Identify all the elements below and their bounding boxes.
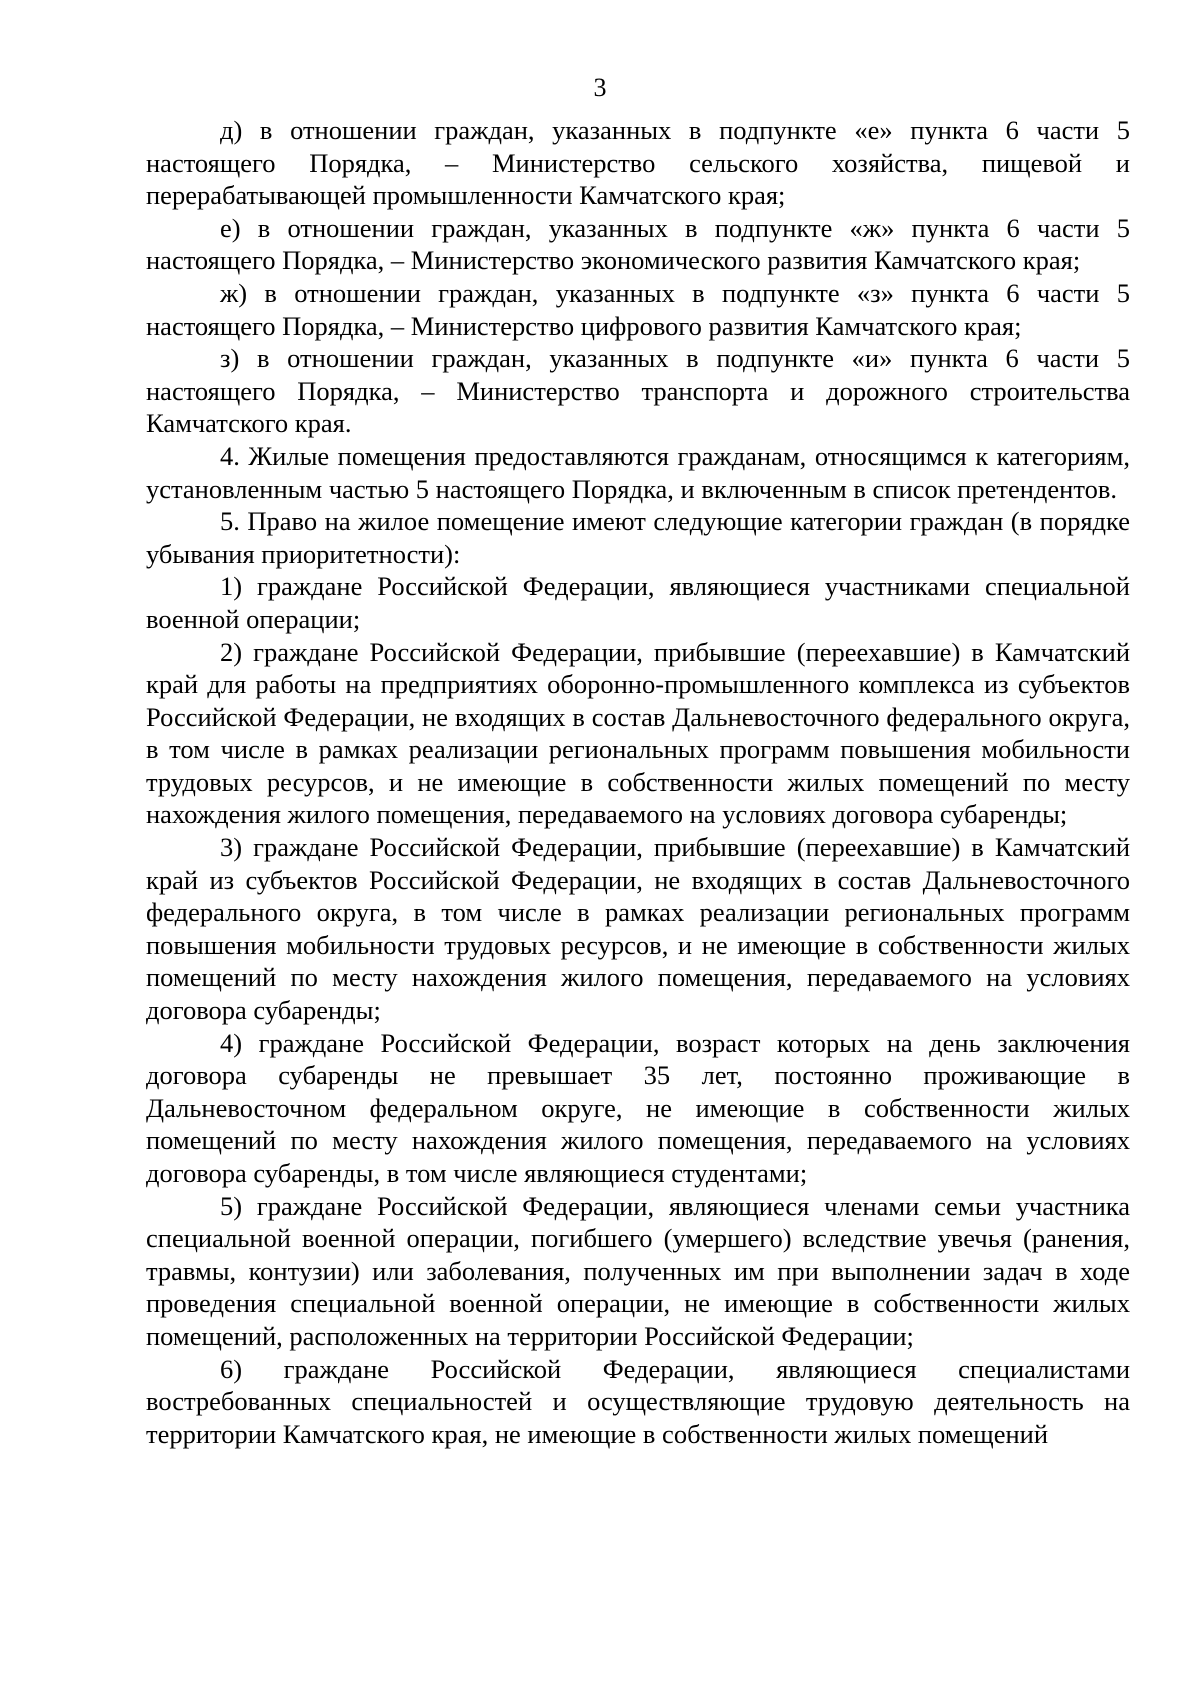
paragraph-4: 4. Жилые помещения предоставляются гражданам, относящимся к категориям, установленным частью 5 настоящего Порядка, и включенным в список претендентов. xyxy=(146,440,1130,504)
page-number: 3 xyxy=(593,73,607,102)
list-item-3: 3) граждане Российской Федерации, прибывшие (переехавшие) в Камчатский край из субъектов Российской Федерации, не входящих в состав Дальневосточного федерального округа, в том числе в рамках реализации региональных программ повышения мобильности трудовых ресурсов, и не имеющие в собственности жилых помещений по месту нахождения жилого помещения, передаваемого на условиях договора субаренды; xyxy=(146,832,1130,1026)
document-body xyxy=(146,114,1130,1450)
paragraph-d: д) в отношении граждан, указанных в подпункте «е» пункта 6 части 5 настоящего Порядка, – Министерство сельского хозяйства, пищевой и перерабатывающей промышленности Камчатского края; xyxy=(146,115,1130,211)
paragraph-e: е) в отношении граждан, указанных в подпункте «ж» пункта 6 части 5 настоящего Порядка, – Министерство экономического развития Камчатского края; xyxy=(146,212,1130,276)
list-item-5: 5) граждане Российской Федерации, являющиеся членами семьи участника специальной военной операции, погибшего (умершего) вследствие увечья (ранения, травмы, контузии) или заболевания, полученных им при выполнении задач в ходе проведения специальной военной операции, не имеющие в собственности жилых помещений, расположенных на территории Российской Федерации; xyxy=(146,1190,1130,1351)
list-item-6: 6) граждане Российской Федерации, являющиеся специалистами востребованных специальностей и осуществляющие трудовую деятельность на территории Камчатского края, не имеющие в собственности жилых помещений xyxy=(146,1353,1130,1449)
paragraph-zh: ж) в отношении граждан, указанных в подпункте «з» пункта 6 части 5 настоящего Порядка, – Министерство цифрового развития Камчатского края; xyxy=(146,277,1130,341)
paragraph-z: з) в отношении граждан, указанных в подпункте «и» пункта 6 части 5 настоящего Порядка, – Министерство транспорта и дорожного строительства Камчатского края. xyxy=(146,343,1130,439)
list-item-1: 1) граждане Российской Федерации, являющиеся участниками специальной военной операции; xyxy=(146,571,1130,634)
list-item-2: 2) граждане Российской Федерации, прибывшие (переехавшие) в Камчатский край для работы на предприятиях оборонно-промышленного комплекса из субъектов Российской Федерации, не входящих в состав Дальневосточного федерального округа, в том числе в рамках реализации региональных программ повышения мобильности трудовых ресурсов, и не имеющие в собственности жилых помещений по месту нахождения жилого помещения, передаваемого на условиях договора субаренды; xyxy=(146,636,1130,830)
paragraph-5: 5. Право на жилое помещение имеют следующие категории граждан (в порядке убывания приоритетности): xyxy=(146,506,1130,569)
list-item-4: 4) граждане Российской Федерации, возраст которых на день заключения договора субаренды не превышает 35 лет, постоянно проживающие в Дальневосточном федеральном округе, не имеющие в собственности жилых помещений по месту нахождения жилого помещения, передаваемого на условиях договора субаренды, в том числе являющиеся студентами; xyxy=(146,1027,1130,1188)
